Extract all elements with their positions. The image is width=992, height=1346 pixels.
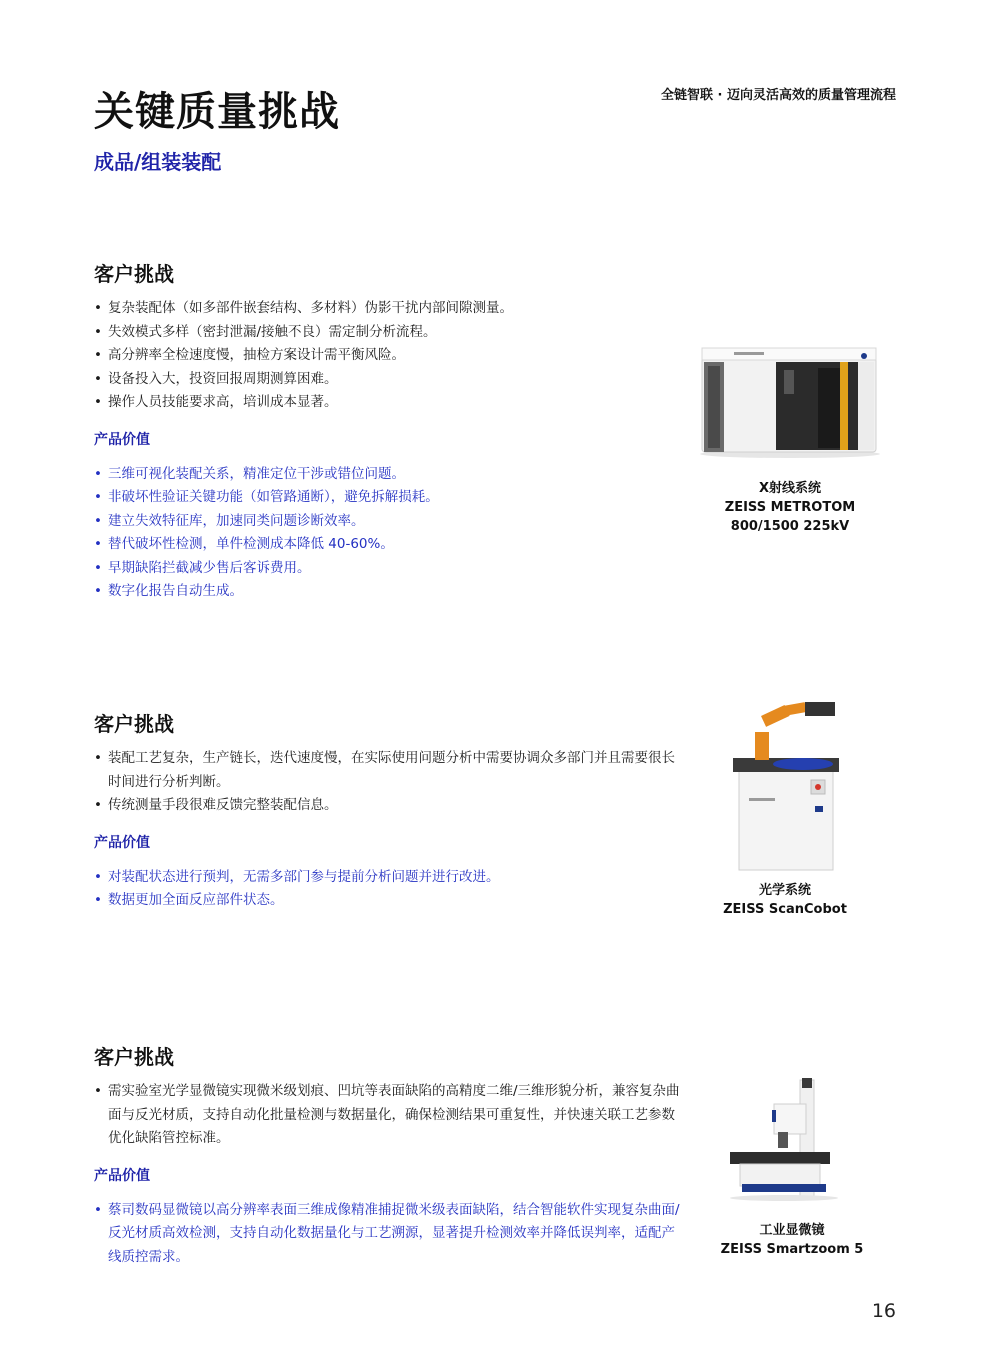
list-item: • 需实验室光学显微镜实现微米级划痕、凹坑等表面缺陷的高精度二维/三维形貌分析，兼容复杂曲面与反光材质，支持自动化批量检测与数据量化，确保检测结果可重复性，并快速关联工艺参数优化缺陷管控标准。 [94,1080,684,1151]
value-list [94,1199,684,1270]
list-item: • 装配工艺复杂，生产链长，迭代速度慢，在实际使用问题分析中需要协调众多部门并且需要很长时间进行分析判断。 [94,747,684,794]
product-category: X射线系统 [758,481,822,496]
value-list [94,866,684,913]
ct-machine-icon [690,340,890,460]
list-item: • 失效模式多样（密封泄漏/接触不良）需定制分析流程。 [94,321,684,345]
product-metrotom [690,340,890,536]
header-tagline: 全链智联 · 迈向灵活高效的质量管理流程 [661,88,896,103]
value-list [94,463,684,604]
challenge-heading: 客户挑战 [94,712,174,736]
product-scancobot [715,698,855,919]
product-category: 工业显微镜 [759,1223,825,1238]
list-item: • 早期缺陷拦截减少售后客诉费用。 [94,557,684,581]
challenge-heading: 客户挑战 [94,1045,174,1069]
product-smartzoom [712,1074,872,1259]
product-name: ZEISS Smartzoom 5 [720,1242,864,1257]
value-heading: 产品价值 [94,1167,150,1184]
product-category: 光学系统 [758,883,811,898]
list-item: • 操作人员技能要求高，培训成本显著。 [94,391,684,415]
page-number: 16 [871,1300,896,1322]
section-optical [94,708,684,913]
section-xray [94,258,684,604]
section-microscope [94,1041,684,1269]
list-item: • 对装配状态进行预判，无需多部门参与提前分析问题并进行改进。 [94,866,684,890]
list-item: • 设备投入大，投资回报周期测算困难。 [94,368,684,392]
challenge-list [94,747,684,818]
product-name: ZEISS ScanCobot [723,902,847,917]
list-item: • 传统测量手段很难反馈完整装配信息。 [94,794,684,818]
page-title: 关键质量挑战 [94,89,340,135]
list-item: • 复杂装配体（如多部件嵌套结构、多材料）伪影干扰内部间隙测量。 [94,297,684,321]
list-item: • 建立失效特征库，加速同类问题诊断效率。 [94,510,684,534]
microscope-icon [712,1074,872,1204]
product-name: ZEISS METROTOM [724,500,856,515]
list-item: • 替代破坏性检测，单件检测成本降低 40-60%。 [94,533,684,557]
list-item: • 蔡司数码显微镜以高分辨率表面三维成像精准捕捉微米级表面缺陷，结合智能软件实现复杂曲面/反光材质高效检测，支持自动化数据量化与工艺溯源，显著提升检测效率并降低误判率，适配产线质控需求。 [94,1199,684,1270]
list-item: • 数字化报告自动生成。 [94,580,684,604]
value-heading: 产品价值 [94,834,150,851]
challenge-list [94,1080,684,1151]
product-model: 800/1500 225kV [730,519,850,534]
list-item: • 非破坏性验证关键功能（如管路通断），避免拆解损耗。 [94,486,684,510]
challenge-list [94,297,684,415]
robot-scanner-icon [715,698,855,872]
list-item: • 高分辨率全检速度慢，抽检方案设计需平衡风险。 [94,344,684,368]
value-heading: 产品价值 [94,431,150,448]
list-item: • 数据更加全面反应部件状态。 [94,889,684,913]
list-item: • 三维可视化装配关系，精准定位干涉或错位问题。 [94,463,684,487]
challenge-heading: 客户挑战 [94,262,174,286]
page-subtitle: 成品/组装装配 [94,150,222,174]
